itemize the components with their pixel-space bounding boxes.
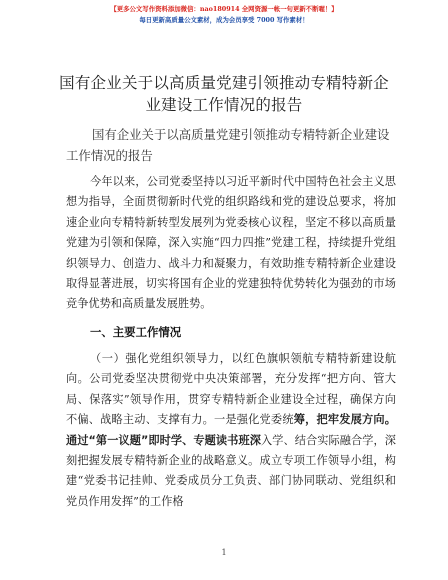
- body-text-part-1: （一）强化党组织领导力，以红色旗帜领航专精特新建设航向。公司党委坚决贯彻党中央决策部署，充分发挥“把方向、管大局、保落实”领导作用，贯穿专精特新企业建设全过程，确保方向不偏、战略主动、支撑有力。一是强化党委统: [66, 352, 396, 427]
- intro-paragraph: 今年以来，公司党委坚持以习近平新时代中国特色社会主义思想为指导，全面贯彻新时代党的组织路线和党的建设总要求，将加速企业向专精特新转型发展列为党委核心议程，坚定不移以高质量党建为引领和保障，深入实施“四力四推”党建工程，持续提升党组织领导力、创造力、战斗力和凝聚力，有效助推专精特新企业建设取得显著进展，切实将国有企业的党建独特优势转化为强劲的市场竞争优势和高质量发展胜势。: [66, 175, 396, 311]
- body-text-bold: 筹，把牢发展方向。通过“第一议题”即时学、专题读书班深: [66, 413, 396, 447]
- promo-line-2: 每日更新高质量公文素材，成为会员享受 7000 写作素材！: [139, 16, 309, 24]
- section-heading: 一、主要工作情况: [90, 325, 182, 339]
- promo-banner: [98, 4, 350, 30]
- promo-line-1: 【更多公文写作资料添加微信：nao180914 全网资源一帐一句更新不断喔！】: [110, 5, 338, 13]
- document-title: 国有企业关于以高质量党建引领推动专精特新企业建设工作情况的报告: [59, 74, 389, 114]
- document-subtitle: 国有企业关于以高质量党建引领推动专精特新企业建设工作情况的报告: [66, 127, 390, 163]
- body-paragraph: [66, 349, 396, 512]
- page-number: 1: [221, 548, 227, 557]
- body-text-part-2: 入学、结合实际融合学，深刻把握发展专精特新企业的战略意义。成立专项工作领导小组，构建“党委书记挂帅、党委成员分工负责、部门协同联动、党组织和党员作用发挥”的工作格: [66, 433, 396, 508]
